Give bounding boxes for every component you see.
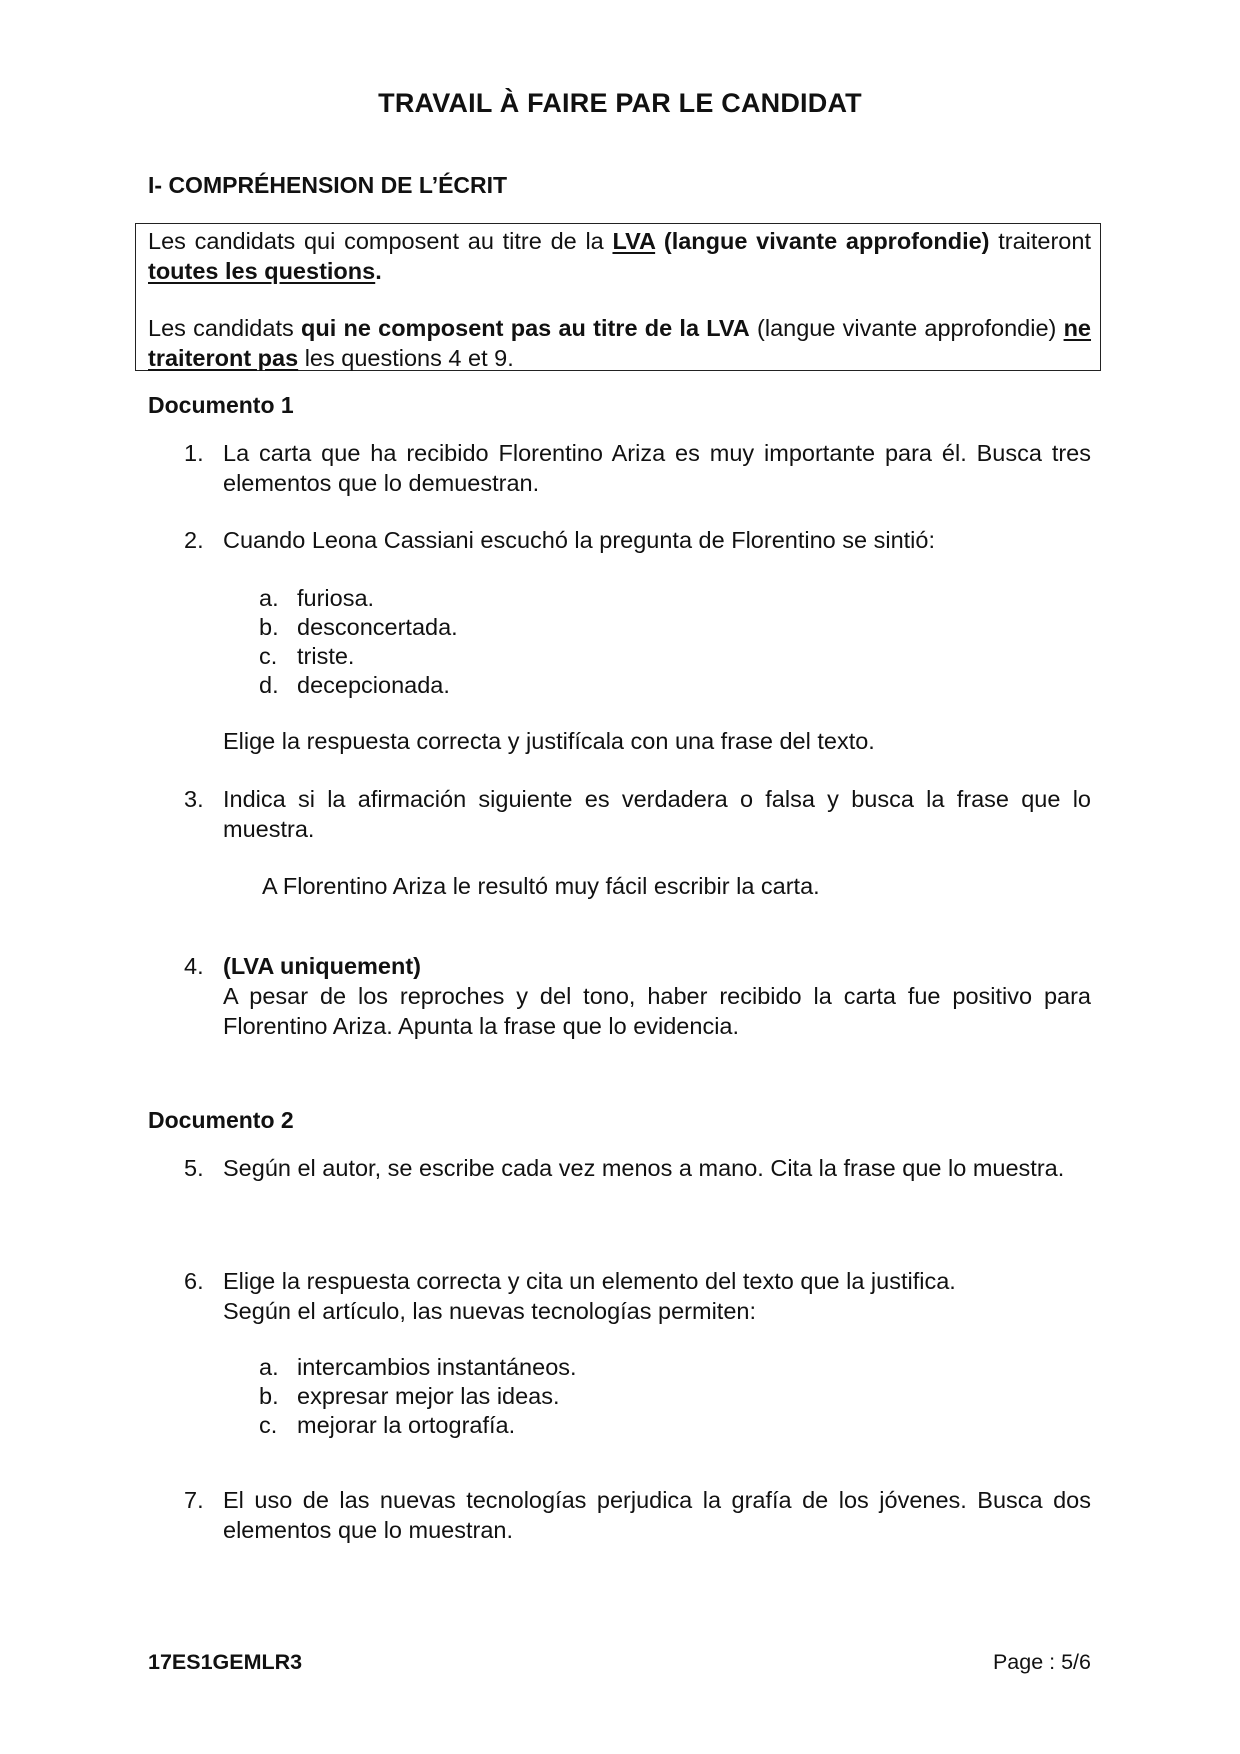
- doc1-heading: Documento 1: [148, 392, 294, 418]
- q3-text: Indica si la afirmación siguiente es verdadera o falsa y busca la frase que lo muestra.: [223, 786, 1091, 842]
- q2-option-text: desconcertada.: [297, 614, 458, 640]
- q6-option-text: intercambios instantáneos.: [297, 1354, 577, 1380]
- q2-instruction: Elige la respuesta correcta y justifícala con una frase del texto.: [223, 728, 875, 754]
- q6-option-letter: b.: [259, 1383, 279, 1409]
- q4-number: 4.: [184, 953, 204, 979]
- q6-option-text: mejorar la ortografía.: [297, 1412, 516, 1438]
- q2-option-letter: a.: [259, 585, 279, 611]
- q2-option-letter: b.: [259, 614, 279, 640]
- q2-number: 2.: [184, 527, 204, 553]
- q3-statement: A Florentino Ariza le resultó muy fácil escribir la carta.: [262, 873, 820, 899]
- notice-text: traiteront: [989, 228, 1091, 254]
- q2-option-letter: d.: [259, 672, 279, 698]
- q2-option-letter: c.: [259, 643, 278, 669]
- notice-not-lva: qui ne composent pas au titre de la LVA: [300, 315, 750, 341]
- q6-option-letter: a.: [259, 1354, 279, 1380]
- q4-text: A pesar de los reproches y del tono, haber recibido la carta fue positivo para Florentino Ariza. Apunta la frase que lo evidencia.: [223, 983, 1091, 1039]
- q1-number: 1.: [184, 440, 204, 466]
- q6-line2: Según el artículo, las nuevas tecnologías permiten:: [223, 1298, 756, 1324]
- q5-text: Según el autor, se escribe cada vez menos a mano. Cita la frase que lo muestra.: [223, 1155, 1065, 1181]
- notice-text: (langue vivante approfondie): [749, 315, 1064, 341]
- q2-option-text: triste.: [297, 643, 355, 669]
- notice-will-not-treat: ne traiteront pas: [148, 315, 1092, 371]
- page-number: Page : 5/6: [992, 1650, 1091, 1674]
- notice-paragraph-2: [148, 313, 1091, 373]
- document-code: 17ES1GEMLR3: [148, 1650, 303, 1674]
- page-title: TRAVAIL À FAIRE PAR LE CANDIDAT: [378, 88, 862, 118]
- q7-text: El uso de las nuevas tecnologías perjudica la grafía de los jóvenes. Busca dos elementos que lo muestran.: [223, 1487, 1091, 1543]
- notice-lva: LVA: [612, 228, 656, 254]
- q6-option-letter: c.: [259, 1412, 278, 1438]
- q6-number: 6.: [184, 1268, 204, 1294]
- q6-line1: Elige la respuesta correcta y cita un elemento del texto que la justifica.: [223, 1268, 956, 1294]
- notice-paragraph-1: [148, 226, 1091, 286]
- notice-dot: .: [375, 258, 382, 284]
- q4-lva-tag: (LVA uniquement): [223, 953, 421, 979]
- q2-text: Cuando Leona Cassiani escuchó la pregunta de Florentino se sintió:: [223, 527, 935, 553]
- q5-number: 5.: [184, 1155, 204, 1181]
- q6-option-text: expresar mejor las ideas.: [297, 1383, 560, 1409]
- q2-option-text: furiosa.: [297, 585, 375, 611]
- q2-option-text: decepcionada.: [297, 672, 450, 698]
- q3-number: 3.: [184, 786, 204, 812]
- notice-text: Les candidats: [148, 315, 301, 341]
- q7-number: 7.: [184, 1487, 204, 1513]
- doc2-heading: Documento 2: [148, 1107, 294, 1133]
- section-heading: I- COMPRÉHENSION DE L’ÉCRIT: [148, 172, 508, 198]
- q1-text: La carta que ha recibido Florentino Ariza es muy importante para él. Busca tres elementos que lo demuestran.: [223, 440, 1091, 496]
- notice-text: les questions 4 et 9.: [298, 345, 514, 371]
- notice-text: Les candidats qui composent au titre de la: [148, 228, 613, 254]
- notice-lva-paren: (langue vivante approfondie): [655, 228, 990, 254]
- notice-all-questions: toutes les questions: [148, 258, 376, 284]
